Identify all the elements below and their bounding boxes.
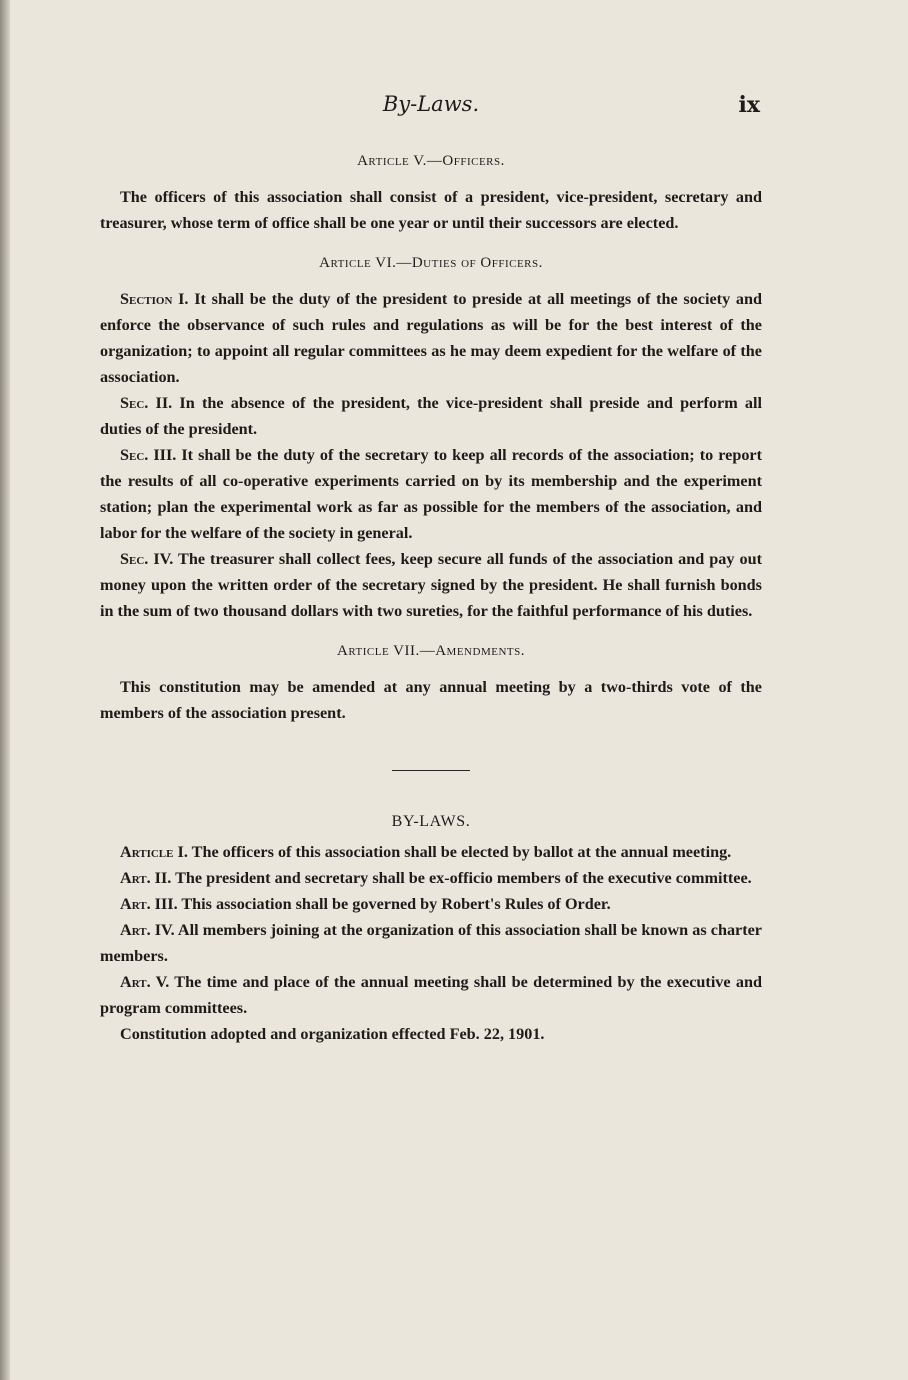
heading-rest: VI.—Duties of Officers. [371, 255, 543, 271]
bylaw-text: This association shall be governed by Robert's Rules of Order. [177, 895, 611, 913]
bylaw-text: The officers of this association shall be elected by ballot at the annual meeting. [187, 843, 732, 861]
bylaw-paragraph [100, 891, 762, 917]
bylaw-text: The time and place of the annual meeting shall be determined by the executive and program committees. [100, 973, 762, 1017]
running-title: By-Laws. [382, 92, 480, 116]
section-paragraph [100, 390, 762, 442]
article-vi-heading [100, 250, 762, 276]
section-text: It shall be the duty of the secretary to keep all records of the association; to report the results of all co-operative experiments carried on by its membership and the experiment station; plan the experimental work as far as possible for the members of the association, and labor for the welfare of the society in general. [100, 446, 762, 542]
bylaw-label: Art. II. [120, 869, 172, 887]
bylaw-paragraph [100, 917, 762, 969]
section-label: Sec. IV. [120, 550, 174, 568]
section-paragraph [100, 286, 762, 390]
section-label: Section I. [120, 290, 189, 308]
section-text: In the absence of the president, the vice-president shall preside and perform all duties of the president. [100, 394, 762, 438]
heading-prefix: Article [337, 643, 390, 659]
page-number: ix [738, 92, 760, 118]
article-v-text: The officers of this association shall consist of a president, vice-president, secretary and treasurer, whose term of office shall be one year or until their successors are elected. [100, 188, 762, 232]
closing-statement: Constitution adopted and organization effected Feb. 22, 1901. [120, 1025, 545, 1043]
article-vii-heading [100, 638, 762, 664]
section-text: The treasurer shall collect fees, keep secure all funds of the association and pay out money upon the written order of the secretary signed by the president. He shall furnish bonds in the sum of two thousand dollars with two sureties, for the faithful performance of his duties. [100, 550, 763, 620]
bylaw-text: All members joining at the organization of this association shall be known as charter members. [100, 921, 762, 965]
article-vii-text: This constitution may be amended at any annual meeting by a two-thirds vote of the members of the association present. [100, 678, 762, 722]
bylaw-label: Article I. [120, 843, 188, 861]
heading-prefix: Article [357, 153, 410, 169]
running-head [100, 90, 762, 124]
section-label: Sec. III. [120, 446, 177, 464]
section-paragraph [100, 546, 762, 624]
article-v-heading [100, 148, 762, 174]
bylaw-label: Art. V. [120, 973, 170, 991]
bylaw-label: Art. IV. [120, 921, 175, 939]
bylaw-label: Art. III. [120, 895, 178, 913]
section-paragraph [100, 442, 762, 546]
bylaw-paragraph [100, 865, 762, 891]
body-text [100, 148, 762, 1047]
bylaw-paragraph [100, 969, 762, 1021]
heading-rest: VII.—Amendments. [389, 643, 525, 659]
section-divider-rule [392, 770, 470, 771]
heading-rest: V.—Officers. [409, 153, 505, 169]
section-label: Sec. II. [120, 394, 173, 412]
bylaw-paragraph [100, 839, 762, 865]
bylaw-text: The president and secretary shall be ex-officio members of the executive committee. [171, 869, 752, 887]
heading-prefix: Article [319, 255, 372, 271]
bylaws-title: BY-LAWS. [391, 813, 471, 830]
section-text: It shall be the duty of the president to preside at all meetings of the society and enforce the observance of such rules and regulations as will be for the best interest of the organization; to appoint all regular committees as he may deem expedient for the welfare of the association. [100, 290, 762, 386]
